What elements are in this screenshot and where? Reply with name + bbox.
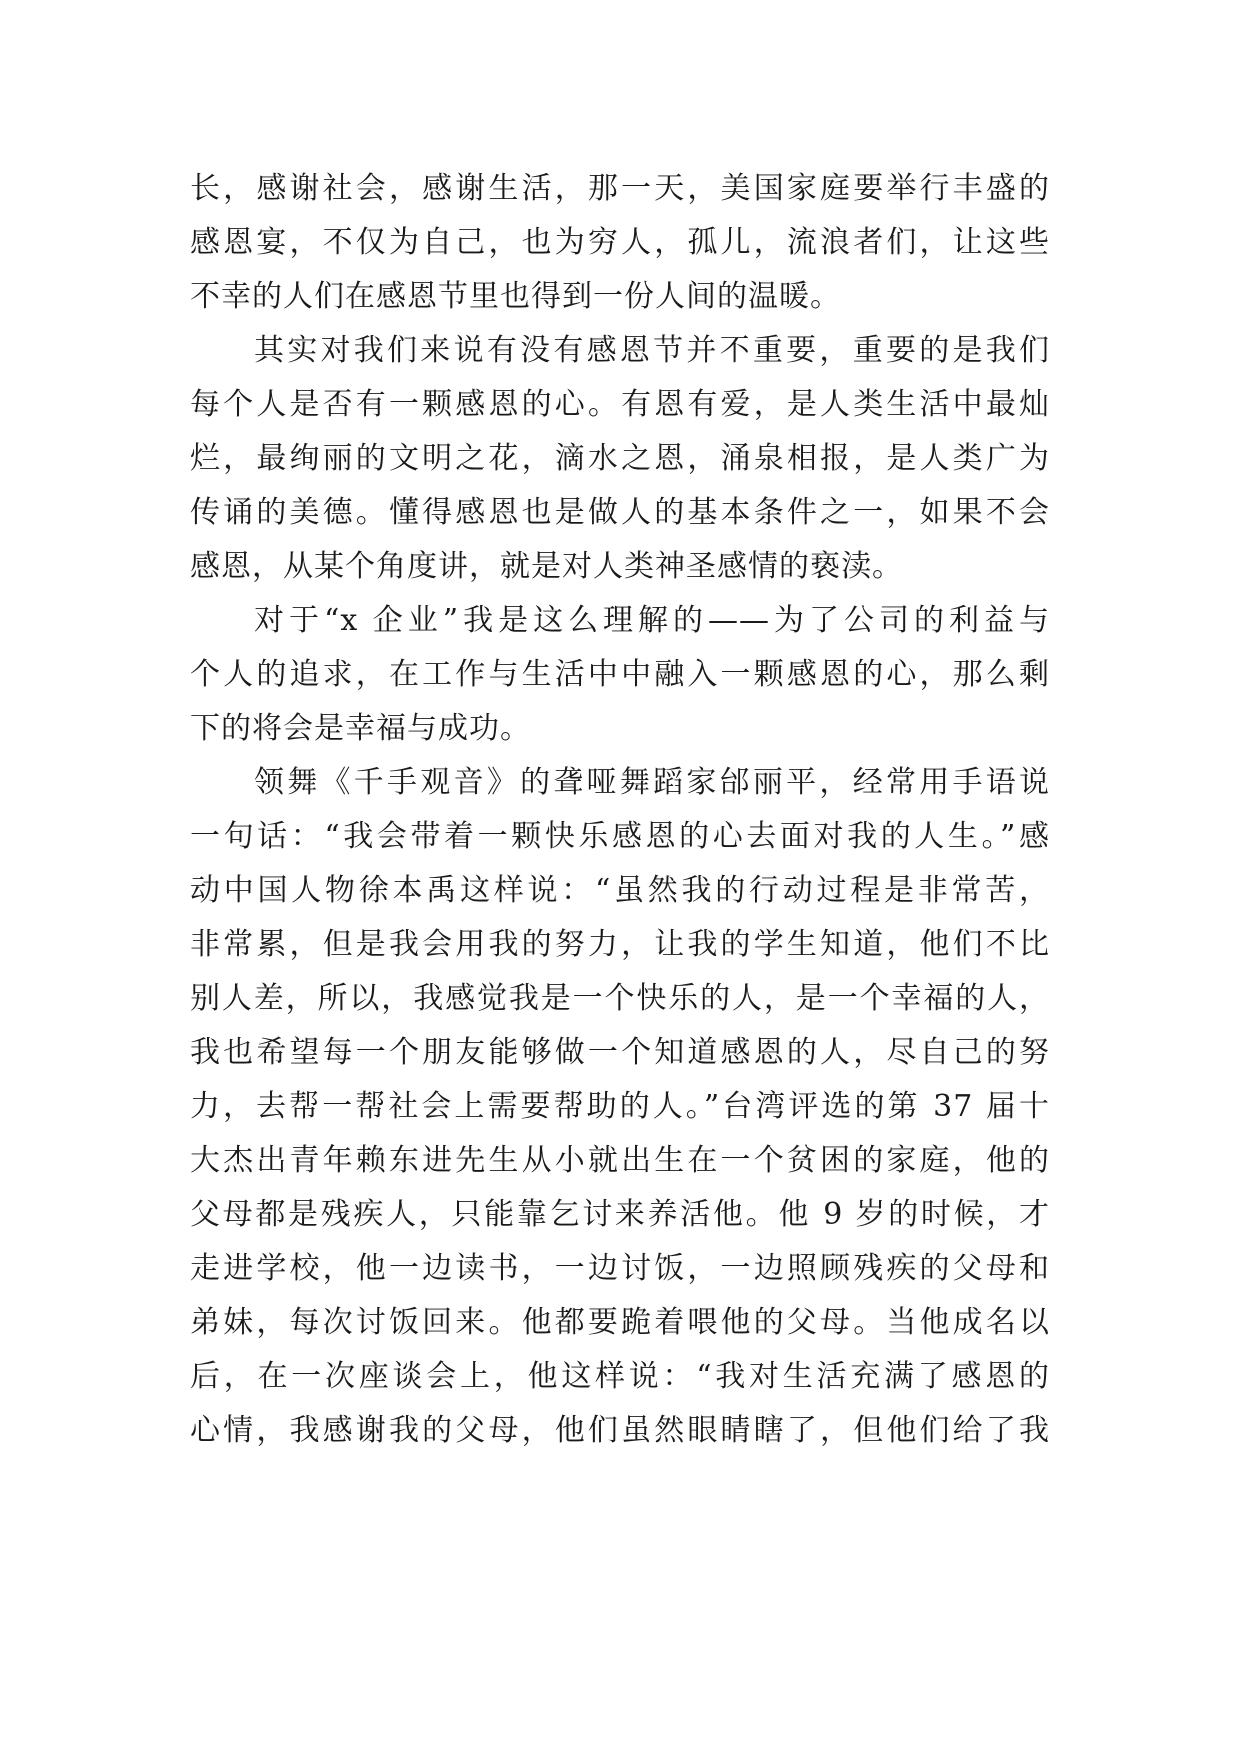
text-line: 个人的追求，在工作与生活中中融入一颗感恩的心，那么剩 <box>190 657 1050 692</box>
text-line: 感恩宴，不仅为自己，也为穷人，孤儿，流浪者们，让这些 <box>190 225 1050 260</box>
text-line: 别人差，所以，我感觉我是一个快乐的人，是一个幸福的人， <box>190 981 1050 1016</box>
paragraph-first-line: 其实对我们来说有没有感恩节并不重要，重要的是我们 <box>254 333 1050 368</box>
text-line: 弟妹，每次讨饭回来。他都要跪着喂他的父母。当他成名以 <box>190 1305 1050 1340</box>
text-line: 心情，我感谢我的父母，他们虽然眼睛瞎了，但他们给了我 <box>190 1413 1050 1448</box>
text-line: 走进学校，他一边读书，一边讨饭，一边照顾残疾的父母和 <box>190 1251 1050 1286</box>
text-line: 不幸的人们在感恩节里也得到一份人间的温暖。 <box>190 279 841 314</box>
text-line: 一句话：“我会带着一颗快乐感恩的心去面对我的人生。”感 <box>190 819 1050 854</box>
text-line: 后，在一次座谈会上，他这样说：“我对生活充满了感恩的 <box>190 1359 1050 1394</box>
paragraph-first-line: 领舞《千手观音》的聋哑舞蹈家邰丽平，经常用手语说 <box>254 765 1050 800</box>
text-line: 传诵的美德。懂得感恩也是做人的基本条件之一，如果不会 <box>190 495 1050 530</box>
text-line: 力，去帮一帮社会上需要帮助的人。”台湾评选的第 37 届十 <box>190 1089 1050 1124</box>
paragraph-first-line: 对于“x 企业”我是这么理解的——为了公司的利益与 <box>254 603 1050 638</box>
text-line: 感恩，从某个角度讲，就是对人类神圣感情的亵渎。 <box>190 549 903 584</box>
text-line: 父母都是残疾人，只能靠乞讨来养活他。他 9 岁的时候，才 <box>190 1197 1050 1232</box>
text-line: 下的将会是幸福与成功。 <box>190 711 531 746</box>
text-line: 非常累，但是我会用我的努力，让我的学生知道，他们不比 <box>190 927 1050 962</box>
text-line: 长，感谢社会，感谢生活，那一天，美国家庭要举行丰盛的 <box>190 171 1050 206</box>
text-line: 烂，最绚丽的文明之花，滴水之恩，涌泉相报，是人类广为 <box>190 441 1050 476</box>
text-line: 大杰出青年赖东进先生从小就出生在一个贫困的家庭，他的 <box>190 1143 1050 1178</box>
text-line: 我也希望每一个朋友能够做一个知道感恩的人，尽自己的努 <box>190 1035 1050 1070</box>
text-line: 每个人是否有一颗感恩的心。有恩有爱，是人类生活中最灿 <box>190 387 1050 422</box>
text-line: 动中国人物徐本禹这样说：“虽然我的行动过程是非常苦， <box>190 873 1050 908</box>
